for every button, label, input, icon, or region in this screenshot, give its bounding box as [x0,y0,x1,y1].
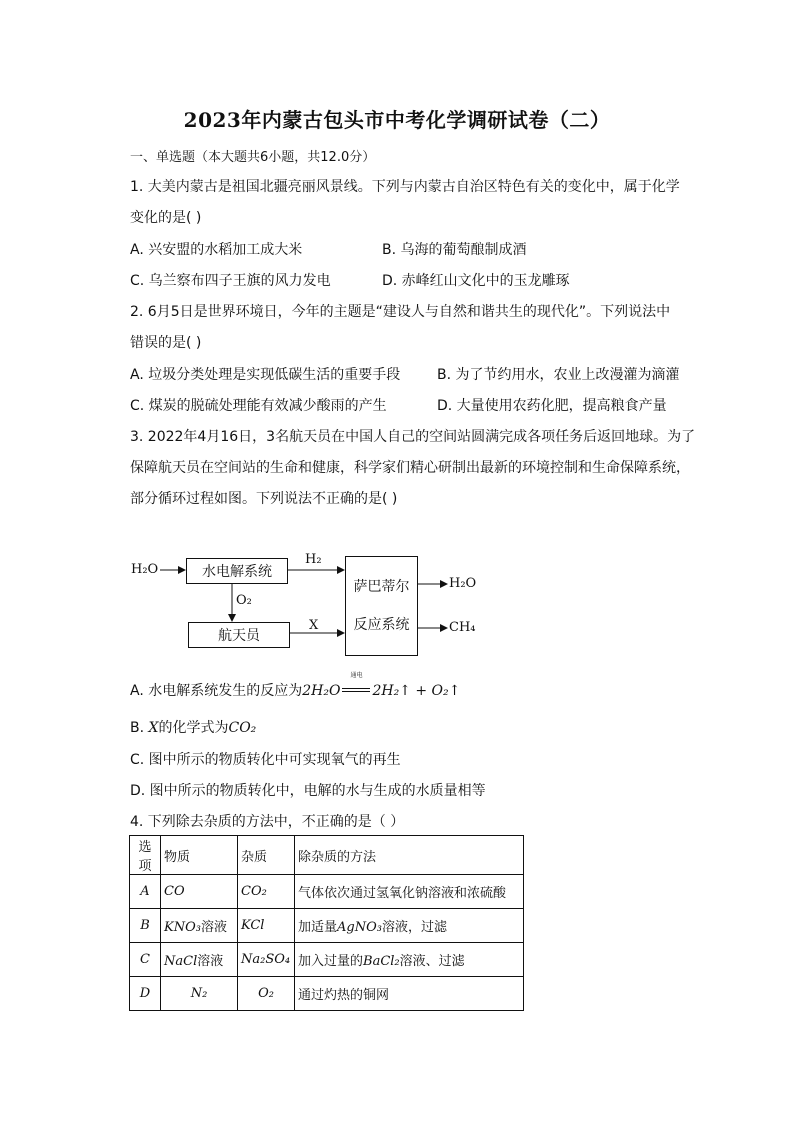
row-substance-formula: KNO₃ [164,920,201,935]
label-o2: O₂ [236,593,252,608]
row-method-pre: 加入过量的 [298,954,364,969]
q3-a-prefix: A. 水电解系统发生的反应为 [130,683,303,699]
table-row [130,943,524,977]
row-option: A [130,875,161,909]
q3-stem-line1: 3. 2022年4月16日，3名航天员在中国人自己的空间站圆满完成各项任务后返回地球。为了 [130,429,696,445]
box-astronaut: 航天员 [188,622,290,648]
row-option: B [130,909,161,943]
q2-option-c: C. 煤炭的脱硫处理能有效减少酸雨的产生 [130,398,387,414]
q1-option-d: D. 赤峰红山文化中的玉龙雕琢 [382,273,570,289]
q3-a-cond-text: 通电 [350,672,363,679]
q2-option-d: D. 大量使用农药化肥，提高粮食产量 [437,398,667,414]
row-method [295,909,524,943]
q1-option-c: C. 乌兰察布四子王旗的风力发电 [130,273,331,289]
q3-option-b [130,717,256,737]
row-method [295,977,524,1011]
row-method-post: 溶液、过滤 [399,954,465,969]
row-substance [161,943,238,977]
row-method-post: 溶液，过滤 [381,920,447,935]
row-substance-suffix: 溶液 [200,920,227,935]
box-water-electrolysis: 水电解系统 [186,558,288,584]
row-method [295,875,524,909]
label-ch4: CH₄ [449,620,476,635]
row-method-formula: AgNO₃ [337,920,382,935]
row-substance-suffix: 溶液 [197,954,224,969]
header-option: 选项 [130,836,161,875]
impurity-table [129,835,524,1011]
q3-stem-line2: 保障航天员在空间站的生命和健康，科学家们精心研制出最新的环境控制和生命保障系统， [130,460,690,476]
header-impurity: 杂质 [238,836,295,875]
table-row [130,909,524,943]
header-substance: 物质 [161,836,238,875]
section-heading: 一、单选题（本大题共6小题，共12.0分） [130,150,376,165]
row-impurity: CO₂ [238,875,295,909]
row-method-pre: 通过灼热的铜网 [298,988,390,1003]
table-header-row [130,836,524,875]
q3-b-prefix: B. [130,720,149,736]
sabatier-line1: 萨巴蒂尔 [353,579,410,595]
label-h2: H₂ [305,552,322,567]
q3-a-eq-condition [340,672,372,695]
q3-a-eq-left: 2H₂O [302,683,341,699]
q1-option-a: A. 兴安盟的水稻加工成大米 [130,242,303,258]
q1-option-b: B. 乌海的葡萄酿制成酒 [382,242,527,258]
q2-option-a: A. 垃圾分类处理是实现低碳生活的重要手段 [130,367,401,383]
row-option: C [130,943,161,977]
label-x: X [309,618,319,633]
box-sabatier [345,556,418,656]
q2-stem-line1: 2. 6月5日是世界环境日，今年的主题是“建设人与自然和谐共生的现代化”。下列说法中 [130,304,671,320]
row-substance [161,977,238,1011]
q3-option-a [130,672,461,700]
row-substance-formula: N₂ [190,986,208,1001]
q3-a-eq-right: 2H₂↑ + O₂↑ [372,683,461,699]
row-method-formula: BaCl₂ [363,954,400,969]
q4-stem: 4. 下列除去杂质的方法中，不正确的是（ ） [130,814,405,830]
q3-option-d: D. 图中所示的物质转化中，电解的水与生成的水质量相等 [130,783,486,799]
q2-option-b: B. 为了节约用水，农业上改漫灌为滴灌 [437,367,680,383]
q3-b-x: X [148,720,159,736]
q1-stem-line1: 1. 大美内蒙古是祖国北疆亮丽风景线。下列与内蒙古自治区特色有关的变化中，属于化学 [130,179,680,195]
q2-stem-line2: 错误的是( ) [130,335,202,351]
row-method-pre: 气体依次通过氢氧化钠溶液和浓硫酸 [298,886,507,901]
table-row [130,875,524,909]
row-substance [161,875,238,909]
row-impurity: KCl [238,909,295,943]
row-option: D [130,977,161,1011]
header-method: 除杂质的方法 [295,836,524,875]
row-impurity: O₂ [238,977,295,1011]
q3-stem-line3: 部分循环过程如图。下列说法不正确的是( ) [130,491,398,507]
q3-b-formula: CO₂ [228,720,257,736]
q3-b-mid: 的化学式为 [158,720,229,736]
label-h2o-out: H₂O [449,576,477,591]
page-title: 2023年内蒙古包头市中考化学调研试卷（二） [183,108,611,132]
row-substance-formula: NaCl [164,954,198,969]
q1-stem-line2: 变化的是( ) [130,210,202,226]
row-method-pre: 加适量 [298,920,338,935]
sabatier-line2: 反应系统 [353,617,410,633]
row-method [295,943,524,977]
label-h2o-in: H₂O [131,562,159,577]
row-substance-formula: CO [164,884,185,899]
q3-option-c: C. 图中所示的物质转化中可实现氧气的再生 [130,752,401,768]
table-row [130,977,524,1011]
row-impurity: Na₂SO₄ [238,943,295,977]
row-substance [161,909,238,943]
